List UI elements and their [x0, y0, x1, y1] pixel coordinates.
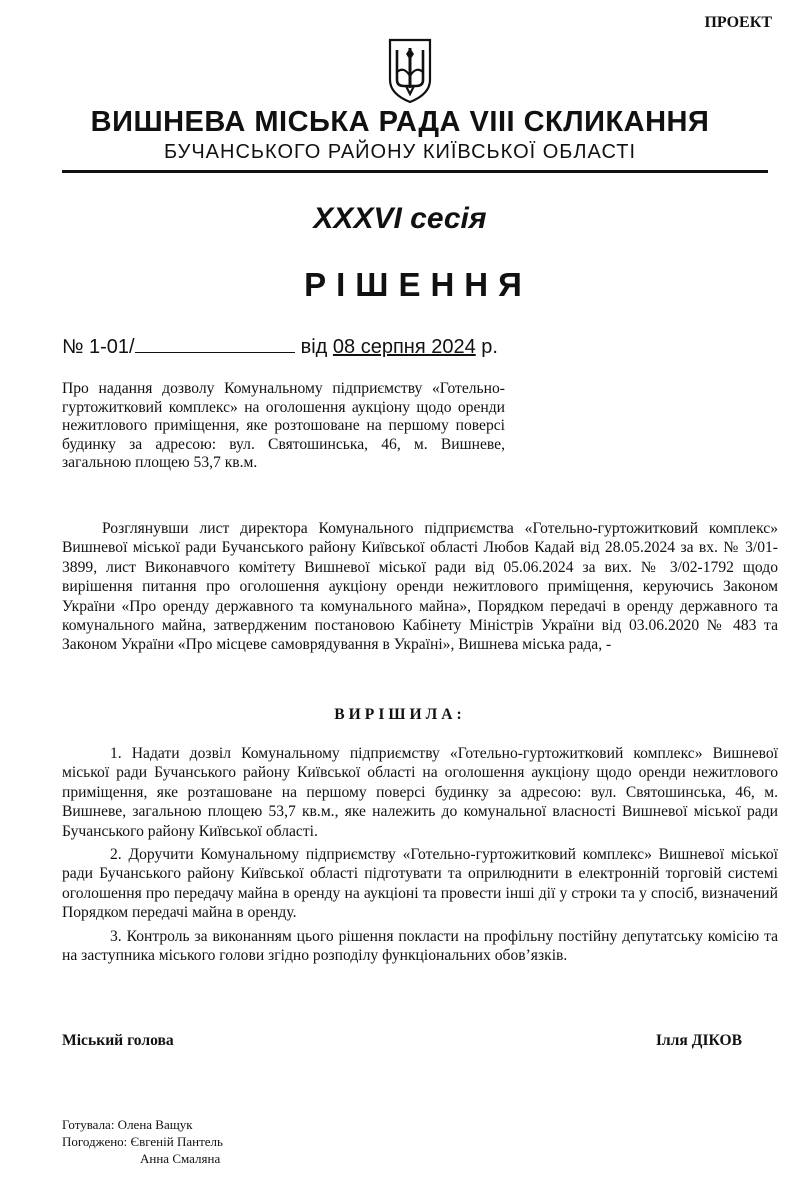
decision-number-line: [62, 334, 498, 359]
decision-item: 2. Доручити Комунальному підприємству «Готельно-гуртожитковий комплекс» Вишневої міської ради Бучанського району Київської області підготувати та оприлюднити в електронній торговій системі оголошення про передачу майна в оренду на аукціоні та провести інші дії у строки та у спосіб, визначений Порядком передачі майна в оренду.: [62, 846, 778, 922]
agreed-by-second: Анна Смаляна: [140, 1151, 221, 1166]
decision-subject: Про надання дозволу Комунальному підприємству «Готельно-гуртожитковий комплекс» на оголошення аукціону щодо оренди нежитлового приміщення, яке розтошоване на першому поверсі будинку за адресою: вул. Святошинська, 46, м. Вишневе, загальною площею 53,7 кв.м.: [62, 380, 505, 471]
preamble-paragraph: Розглянувши лист директора Комунального підприємства «Готельно-гуртожитковий комплекс» Вишневої міської ради Бучанського району Київської області Любов Кадай від 28.05.2024 за вх. № 3/01-3899, лист Виконавчого комітету Вишневої міської ради від 05.06.2024 за вих. № 3/02-1792 щодо вирішення питання про оголошення аукціону оренди нежитлового приміщення, керуючись Законом України «Про оренду державного та комунального майна», Порядком передачі в оренду державного та комунального майна, затвердженим постановою Кабінету Міністрів України від 03.06.2020 № 483 та Законом України «Про місцеве самоврядування в Україні», Вишнева міська рада, -: [62, 520, 778, 654]
number-blank: [135, 334, 295, 353]
prepared-by: Готувала: Олена Ващук: [62, 1117, 193, 1132]
resolved-heading: ВИРІШИЛА:: [334, 706, 466, 723]
signature-name: Ілля ДІКОВ: [655, 1032, 742, 1049]
district-name: БУЧАНСЬКОГО РАЙОНУ КИЇВСЬКОЇ ОБЛАСТІ: [163, 141, 636, 163]
header-divider: [62, 170, 768, 173]
trident-emblem-icon: [384, 36, 436, 104]
agreed-by: Погоджено: Євгеній Пантель: [62, 1134, 223, 1149]
decision-items: [62, 744, 778, 969]
decision-item: 1. Надати дозвіл Комунальному підприємству «Готельно-гуртожитковий комплекс» Вишневої міської ради Бучанського району Київської області на оголошення аукціону щодо оренди нежитлового приміщення, яке розташоване на першому поверсі будинку за адресою: вул. Святошинська, 46, м. Вишневе, загальною площею 53,7 кв.м., яке належить до комунальної власності Вишневої міської ради Бучанського району Київської області.: [62, 745, 778, 840]
signature-position: Міський голова: [62, 1032, 174, 1049]
decision-item: 3. Контроль за виконанням цього рішення покласти на профільну постійну депутатську комісію та на заступника міського голови згідно розподілу функціональних обов’язків.: [62, 927, 778, 965]
from-label: від: [300, 336, 328, 358]
council-name: ВИШНЕВА МІСЬКА РАДА VIII СКЛИКАННЯ: [90, 106, 710, 138]
draft-mark: ПРОЕКТ: [704, 14, 772, 31]
decision-date: 08 серпня 2024: [332, 336, 476, 358]
prepared-by-block: [62, 1116, 223, 1167]
session-title: XXXVI сесія: [313, 202, 487, 235]
decision-title: РІШЕННЯ: [304, 266, 532, 303]
decision-number: № 1-01/: [62, 336, 135, 358]
year-suffix: р.: [481, 336, 498, 358]
